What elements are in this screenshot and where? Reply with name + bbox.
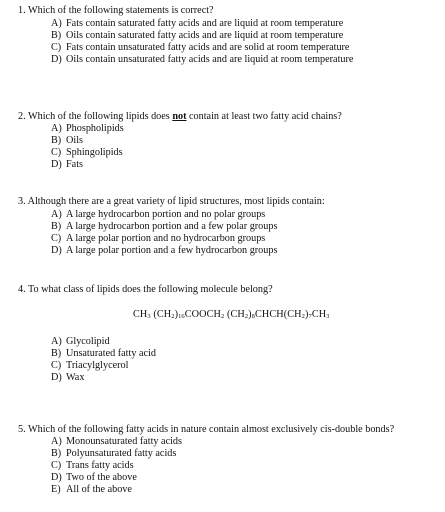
option-letter: E)	[51, 484, 61, 495]
question-1-option-a	[51, 18, 343, 30]
option-text: Phospholipids	[66, 123, 124, 134]
question-1-option-b	[51, 30, 343, 42]
formula-subscript: 2	[220, 313, 225, 320]
option-letter: A)	[51, 209, 62, 220]
formula-subscript: 2	[171, 313, 175, 320]
question-5-option-c	[51, 460, 134, 472]
question-1-stem: 1. Which of the following statements is correct?	[18, 5, 214, 16]
question-3-option-d	[51, 245, 277, 257]
option-letter: C)	[51, 42, 62, 53]
question-5-option-a	[51, 436, 182, 448]
formula-subscript: 2	[244, 313, 249, 320]
option-letter: D)	[51, 472, 62, 483]
question-3-option-b	[51, 221, 277, 233]
formula-part: CH	[311, 309, 327, 320]
formula-part: )	[304, 309, 309, 320]
formula-part: CH	[133, 309, 148, 320]
option-text: Trans fatty acids	[66, 460, 134, 471]
option-text: Oils	[66, 135, 83, 146]
formula-subscript: 16	[178, 313, 185, 320]
question-2-stem-emphasis: not	[172, 111, 187, 122]
question-2-option-a	[51, 123, 124, 135]
question-1-option-d	[51, 54, 353, 66]
formula-part: (CH	[224, 309, 245, 320]
option-text: Two of the above	[66, 472, 137, 483]
option-text: All of the above	[66, 484, 132, 495]
option-text: Glycolipid	[66, 336, 110, 347]
option-letter: A)	[51, 18, 62, 29]
question-1-option-c	[51, 42, 349, 54]
formula-part: (CH	[150, 309, 172, 320]
option-text: Polyunsaturated fatty acids	[66, 448, 177, 459]
option-text: A large hydrocarbon portion and a few polar groups	[66, 221, 278, 232]
question-5-option-d	[51, 472, 137, 484]
option-letter: B)	[51, 135, 62, 146]
formula-subscript: 3	[147, 313, 151, 320]
option-text: Fats contain unsaturated fatty acids and are solid at room temperature	[66, 42, 350, 53]
question-2-stem	[18, 111, 342, 123]
option-text: Unsaturated fatty acid	[66, 348, 156, 359]
molecule-formula	[133, 309, 330, 321]
question-4-option-d	[51, 372, 84, 384]
question-5-option-e	[51, 484, 132, 496]
option-letter: D)	[51, 54, 62, 65]
option-letter: C)	[51, 360, 62, 371]
option-letter: B)	[51, 221, 62, 232]
option-text: Fats contain saturated fatty acids and are liquid at room temperature	[66, 18, 344, 29]
option-text: A large polar portion and no hydrocarbon groups	[66, 233, 266, 244]
option-text: A large polar portion and a few hydrocarbon groups	[66, 245, 278, 256]
question-3-option-c	[51, 233, 265, 245]
question-4-option-a	[51, 336, 110, 348]
question-3-stem: 3. Although there are a great variety of lipid structures, most lipids contain:	[18, 196, 325, 207]
option-letter: A)	[51, 123, 62, 134]
formula-subscript: 8	[251, 313, 256, 320]
option-letter: B)	[51, 348, 62, 359]
question-2-option-c	[51, 147, 123, 159]
formula-part: CHCH(CH	[255, 309, 302, 320]
option-letter: D)	[51, 245, 62, 256]
question-5-option-b	[51, 448, 176, 460]
formula-part: )	[248, 309, 252, 320]
option-letter: B)	[51, 30, 62, 41]
option-text: A large hydrocarbon portion and no polar groups	[66, 209, 266, 220]
option-text: Oils contain saturated fatty acids and are liquid at room temperature	[66, 30, 344, 41]
formula-subscript: 7	[308, 313, 312, 320]
option-text: Wax	[66, 372, 85, 383]
question-4-stem: 4. To what class of lipids does the following molecule belong?	[18, 284, 273, 295]
question-5-stem: 5. Which of the following fatty acids in nature contain almost exclusively cis-double bonds?	[18, 424, 395, 435]
formula-part: COOCH	[184, 309, 221, 320]
option-letter: A)	[51, 436, 62, 447]
option-text: Fats	[66, 159, 83, 170]
option-text: Oils contain unsaturated fatty acids and are liquid at room temperature	[66, 54, 354, 65]
option-letter: C)	[51, 233, 62, 244]
option-text: Monounsaturated fatty acids	[66, 436, 182, 447]
option-letter: B)	[51, 448, 62, 459]
question-2-stem-start: 2. Which of the following lipids does	[18, 111, 173, 122]
question-2-option-b	[51, 135, 83, 147]
option-text: Triacylglycerol	[66, 360, 129, 371]
formula-subscript: 2	[301, 313, 305, 320]
option-letter: C)	[51, 147, 62, 158]
question-4-option-c	[51, 360, 128, 372]
question-3-option-a	[51, 209, 265, 221]
option-letter: D)	[51, 159, 62, 170]
formula-part: )	[174, 309, 179, 320]
formula-subscript: 3	[326, 313, 330, 320]
question-2-stem-end: contain at least two fatty acid chains?	[186, 111, 342, 122]
option-letter: D)	[51, 372, 62, 383]
question-4-option-b	[51, 348, 156, 360]
option-letter: C)	[51, 460, 62, 471]
option-text: Sphingolipids	[66, 147, 123, 158]
option-letter: A)	[51, 336, 62, 347]
question-2-option-d	[51, 159, 83, 171]
